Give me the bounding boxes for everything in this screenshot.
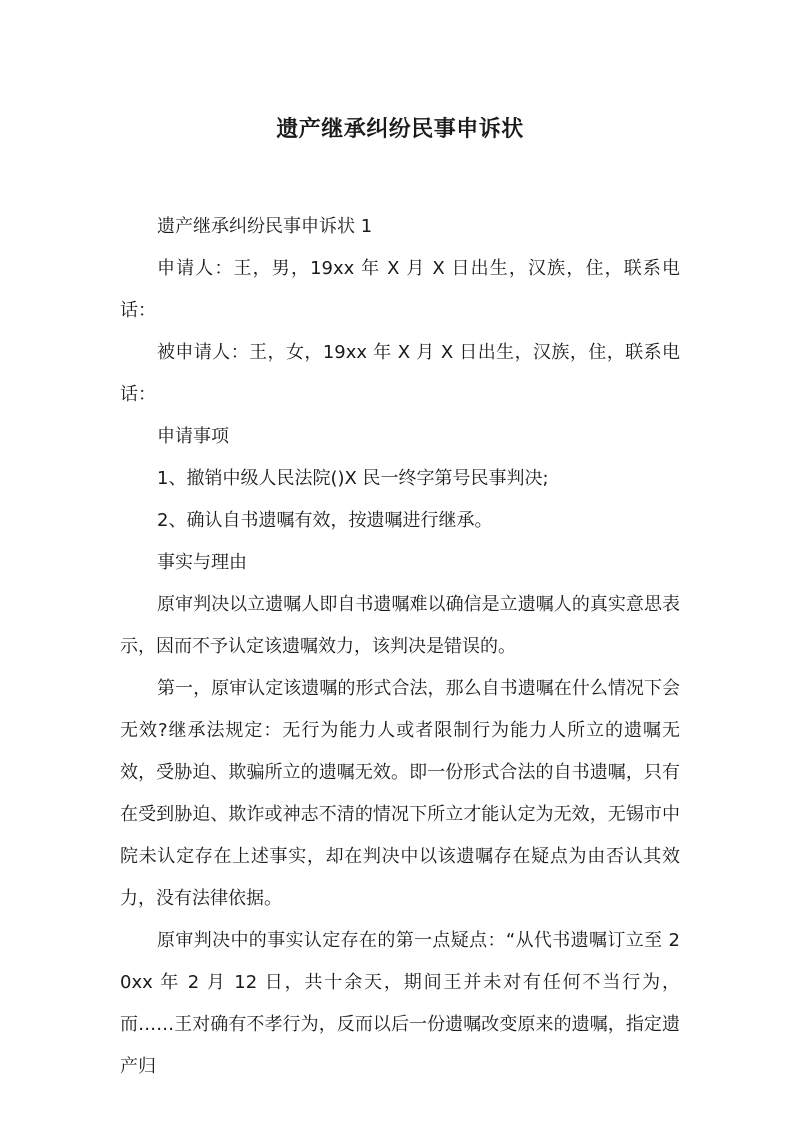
facts-paragraph-1: 原审判决以立遗嘱人即自书遗嘱难以确信是立遗嘱人的真实意思表示，因而不予认定该遗嘱效力，该判决是错误的。 [120, 594, 680, 657]
facts-heading: 事实与理由 [157, 552, 247, 573]
respondent-paragraph: 被申请人：王，女，19xx 年 X 月 X 日出生，汉族，住，联系电话： [120, 342, 680, 405]
facts-paragraph-2: 第一，原审认定该遗嘱的形式合法，那么自书遗嘱在什么情况下会无效?继承法规定：无行为能力人或者限制行为能力人所立的遗嘱无效，受胁迫、欺骗所立的遗嘱无效。即一份形式合法的自书遗嘱，只有在受到胁迫、欺诈或神志不清的情况下所立才能认定为无效，无锡市中院未认定存在上述事实，却在判决中以该遗嘱存在疑点为由否认其效力，没有法律依据。 [120, 678, 680, 909]
facts-paragraph-3: 原审判决中的事实认定存在的第一点疑点：“从代书遗嘱订立至 20xx 年 2 月 12 日，共十余天，期间王并未对有任何不当行为，而……王对确有不孝行为，反而以后一份遗嘱改变原来的遗嘱，指定遗产归 [120, 930, 680, 1077]
request-item-2: 2、确认自书遗嘱有效，按遗嘱进行继承。 [157, 510, 493, 531]
applicant-paragraph: 申请人：王，男，19xx 年 X 月 X 日出生，汉族，住，联系电话： [120, 258, 680, 321]
requests-heading: 申请事项 [157, 426, 229, 447]
document-body [120, 206, 680, 1088]
request-item-1: 1、撤销中级人民法院()X 民一终字第号民事判决; [157, 468, 549, 489]
document-title: 遗产继承纠纷民事申诉状 [276, 117, 524, 142]
heading-paragraph: 遗产继承纠纷民事申诉状 1 [157, 216, 373, 237]
